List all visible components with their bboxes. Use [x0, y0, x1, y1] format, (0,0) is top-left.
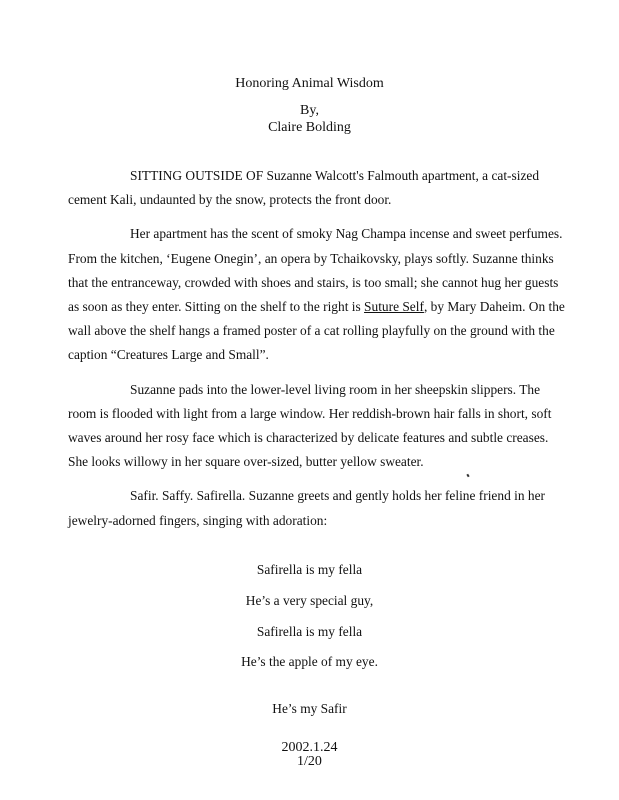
paragraph-1: SITTING OUTSIDE OF Suzanne Walcott's Falmouth apartment, a cat-sized cement Kali, undaunted by the snow, protects the front door.: [68, 168, 540, 208]
book-title: Suture Self: [364, 299, 424, 315]
paragraph-4: Safir. Saffy. Safirella. Suzanne greets and gently holds her feline friend in her jewelry-adorned fingers, singing with adoration:: [68, 488, 545, 528]
footer-date: 2002.1.24: [281, 740, 338, 755]
verse-line-1: Safirella is my fella: [256, 562, 363, 577]
author-name: Claire Bolding: [268, 120, 351, 135]
verse-line-2: He’s a very special guy,: [245, 593, 374, 608]
paragraph-2: [68, 222, 568, 367]
verse-line-4: He’s the apple of my eye.: [241, 654, 378, 669]
footer-page-number: 1/20: [297, 754, 322, 769]
paragraph-2-text-b: , by Mary Daheim. On the wall above the shelf hangs a framed poster of a cat rolling playfully on the ground with the caption “Creatures Large and Small”.: [68, 299, 565, 363]
article-body: [68, 164, 568, 533]
verse-closing-line: He’s my Safir: [272, 701, 347, 716]
byline-label: By,: [300, 103, 319, 118]
verse-line-3: Safirella is my fella: [256, 624, 363, 639]
document-title: Honoring Animal Wisdom: [235, 76, 384, 91]
paragraph-3: Suzanne pads into the lower-level living room in her sheepskin slippers. The room is flooded with light from a large window. Her reddish-brown hair falls in short, soft waves around her rosy face which is characterized by delicate features and subtle creases. She looks willowy in her square over-sized, butter yellow sweater.: [68, 381, 552, 470]
paragraph-2-text-a: Her apartment has the scent of smoky Nag Champa incense and sweet perfumes. From the kitchen, ‘Eugene Onegin’, an opera by Tchaikovsky, plays softly. Suzanne thinks that the entranceway, crowded with shoes and stairs, is too small; she cannot hug her guests as soon as they enter. Sitting on the shelf to the right is: [68, 226, 563, 315]
